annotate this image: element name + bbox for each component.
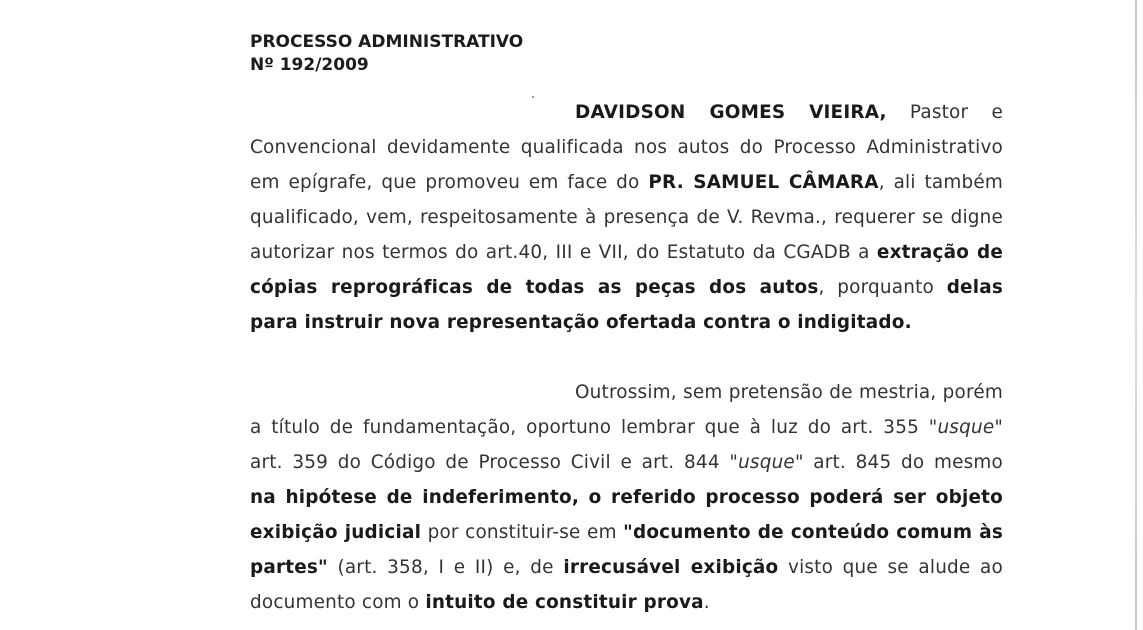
document-header <box>250 31 523 77</box>
paragraph-line: a título de fundamentação, oportuno lembrar que à luz do art. 355 "usque" <box>250 417 1003 438</box>
petitioner-name-rest: GOMES VIEIRA, <box>709 102 887 123</box>
header-number: Nº 192/2009 <box>250 55 369 75</box>
paragraph-line: partes" (art. 358, I e II) e, de irrecusável exibição visto que se alude ao <box>250 557 1003 578</box>
page-edge <box>1135 0 1137 630</box>
paragraph-foundation <box>250 375 1003 620</box>
petitioner-name-first: DAVIDSON <box>575 102 686 123</box>
paragraph-line: documento com o intuito de constituir prova. <box>250 592 710 613</box>
paragraph-line: cópias reprográficas de todas as peças dos autos, porquanto delas <box>250 277 1003 298</box>
paragraph-line: DAVIDSON GOMES VIEIRA, Pastor e <box>575 102 1003 123</box>
paragraph-line: Convencional devidamente qualificada nos autos do Processo Administrativo <box>250 137 1003 158</box>
respondent-name: PR. SAMUEL CÂMARA <box>648 172 879 193</box>
paragraph-line: na hipótese de indeferimento, o referido processo poderá ser objeto <box>250 487 1003 508</box>
paragraph-line: para instruir nova representação ofertada contra o indigitado. <box>250 312 912 333</box>
paragraph-line: exibição judicial por constituir-se em "documento de conteúdo comum às <box>250 522 1003 543</box>
paragraph-line: qualificado, vem, respeitosamente à presença de V. Revma., requerer se digne <box>250 207 1003 228</box>
paragraph-line: Outrossim, sem pretensão de mestria, porém <box>575 382 1003 403</box>
paragraph-line: autorizar nos termos do art.40, III e VII, do Estatuto da CGADB a extração de <box>250 242 1003 263</box>
paragraph-line: art. 359 do Código de Processo Civil e art. 844 "usque" art. 845 do mesmo <box>250 452 1003 473</box>
paragraph-line: em epígrafe, que promoveu em face do PR. SAMUEL CÂMARA, ali também <box>250 172 1003 193</box>
paragraph-request <box>250 95 1003 340</box>
header-title: PROCESSO ADMINISTRATIVO <box>250 32 524 52</box>
